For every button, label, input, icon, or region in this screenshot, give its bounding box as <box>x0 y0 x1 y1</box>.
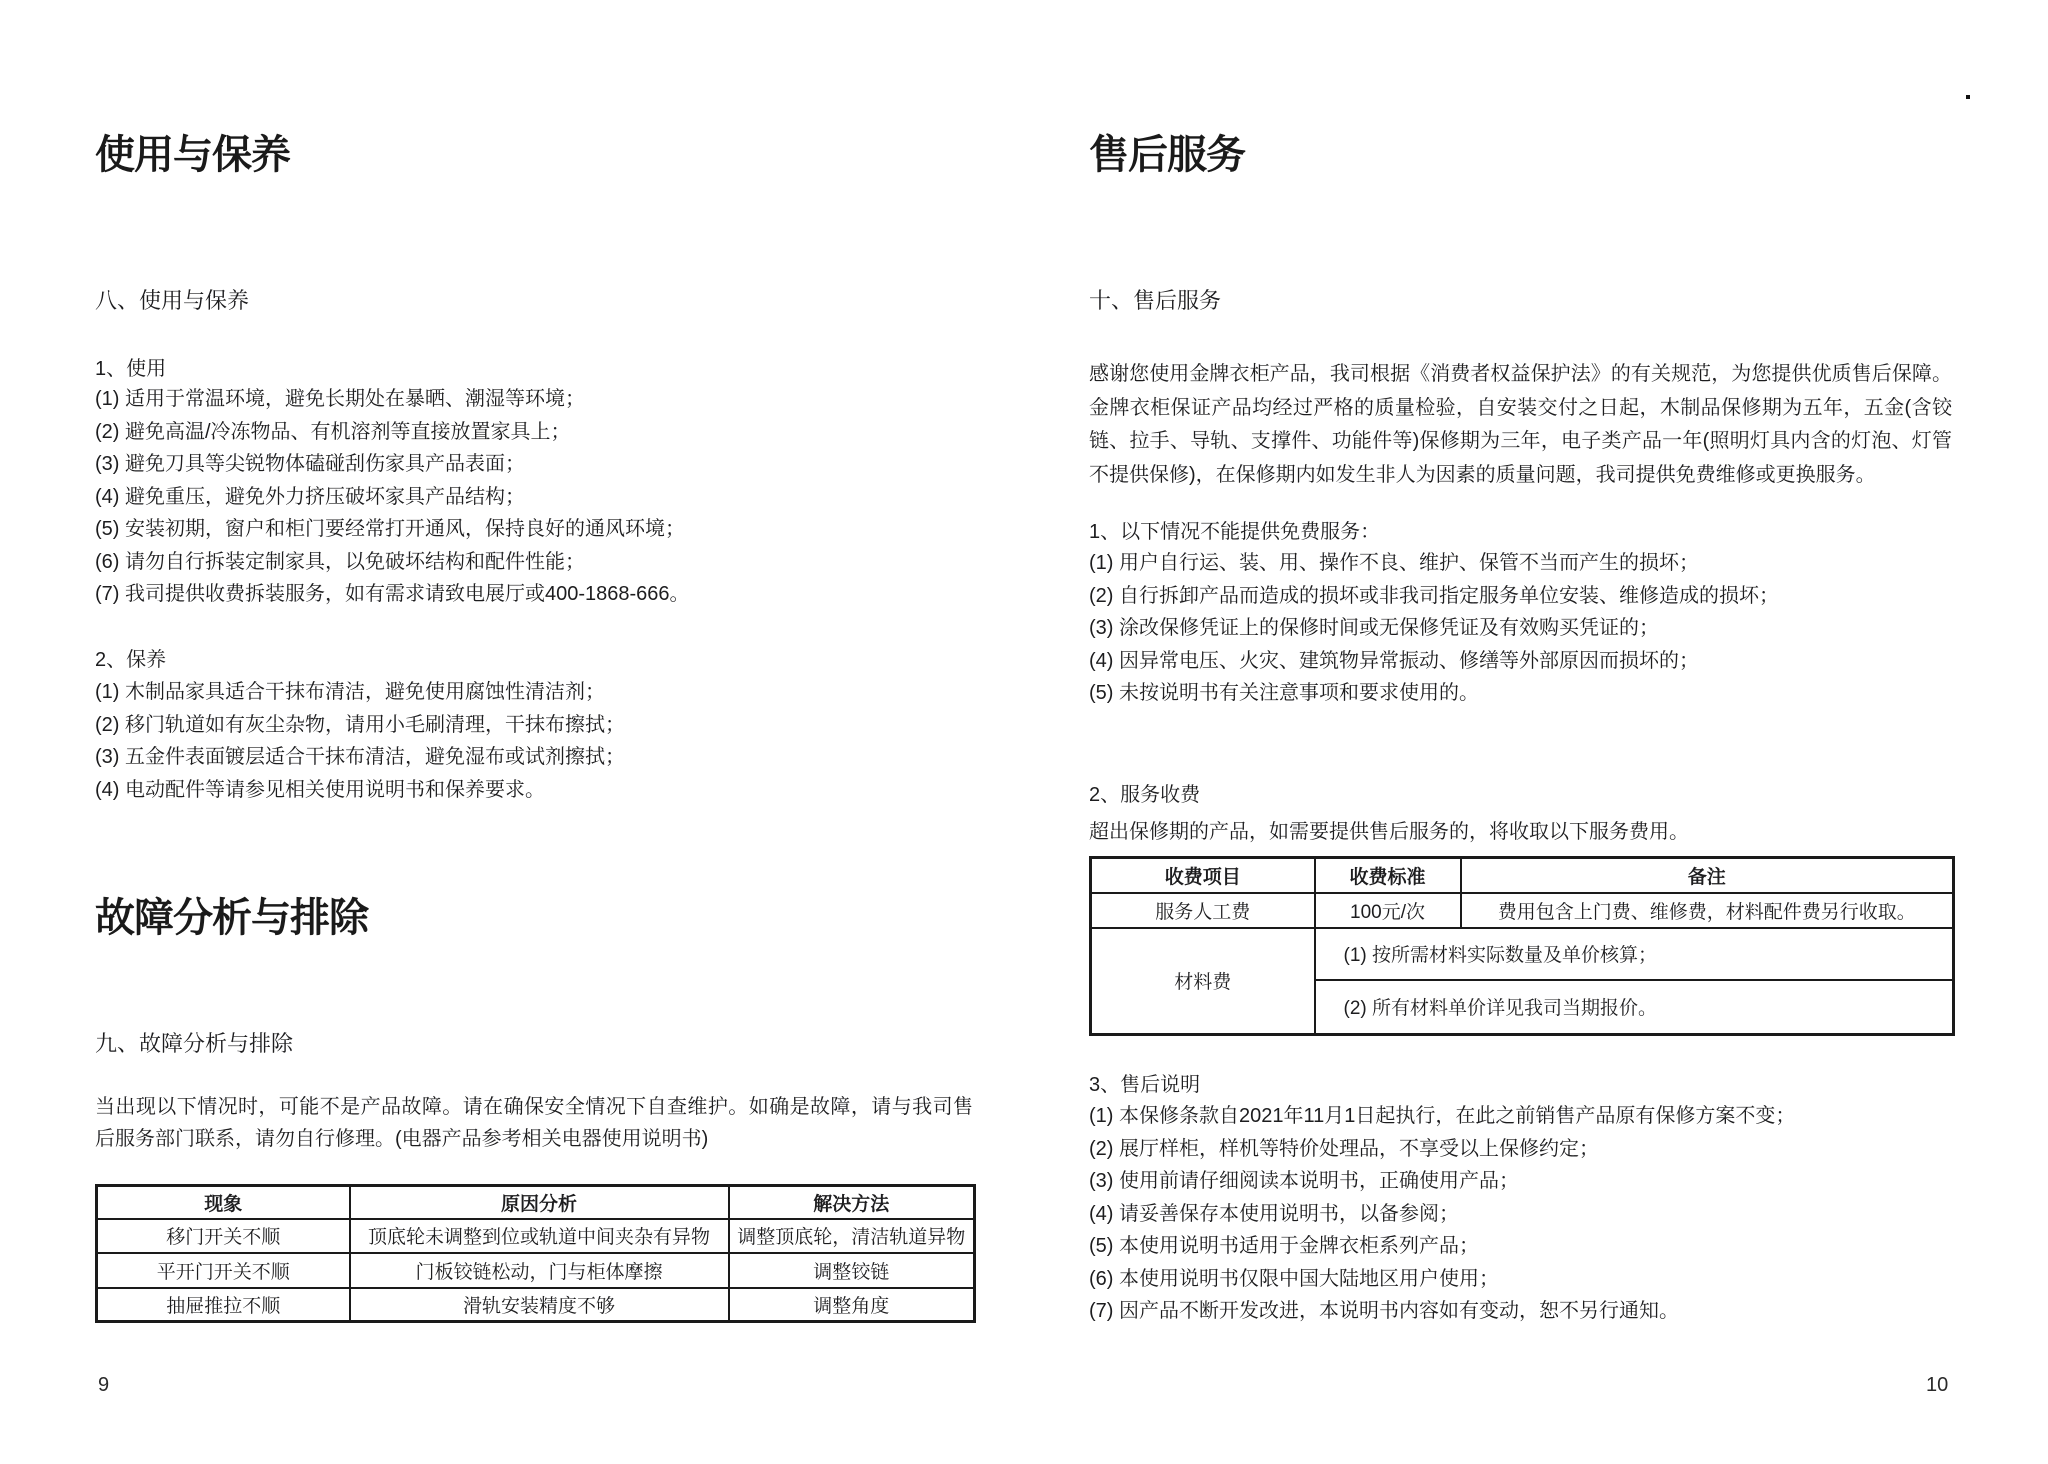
col-header: 原因分析 <box>350 1186 729 1219</box>
cell-cause: 滑轨安装精度不够 <box>350 1288 729 1322</box>
list-item: (4) 避免重压，避免外力挤压破坏家具产品结构； <box>95 485 525 508</box>
cell-solution: 调整顶底轮，清洁轨道异物 <box>729 1219 975 1253</box>
subtitle-use: 1、使用 <box>95 358 167 380</box>
cell-phenomenon: 移门开关不顺 <box>97 1219 350 1253</box>
list-item: (2) 自行拆卸产品而造成的损坏或非我司指定服务单位安装、维修造成的损坏； <box>1089 584 1779 607</box>
col-header: 解决方法 <box>729 1186 975 1219</box>
list-item: (1) 木制品家具适合干抹布清洁，避免使用腐蚀性清洁剂； <box>95 681 605 703</box>
list-item: (3) 五金件表面镀层适合干抹布清洁，避免湿布或试剂擦拭； <box>95 746 625 768</box>
list-item: (1) 本保修条款自2021年11月1日起执行，在此之前销售产品原有保修方案不变； <box>1089 1105 1796 1127</box>
care-item-list <box>95 676 625 806</box>
list-item: (3) 涂改保修凭证上的保修时间或无保修凭证及有效购买凭证的； <box>1089 617 1659 639</box>
list-item: (3) 避免刀具等尖锐物体磕碰刮伤家具产品表面； <box>95 453 525 475</box>
subtitle-service-fee: 2、服务收费 <box>1089 784 1201 806</box>
list-item: (4) 电动配件等请参见相关使用说明书和保养要求。 <box>95 778 545 801</box>
table-row <box>1091 893 1954 928</box>
cell-solution: 调整铰链 <box>729 1253 975 1288</box>
list-item: (3) 使用前请仔细阅读本说明书，正确使用产品； <box>1089 1170 1519 1192</box>
page-title-after-sales: 售后服务 <box>1089 133 1245 177</box>
list-item: (4) 因异常电压、火灾、建筑物异常振动、修缮等外部原因而损坏的； <box>1089 649 1699 672</box>
list-item: (1) 用户自行运、装、用、操作不良、维护、保管不当而产生的损坏； <box>1089 552 1699 574</box>
list-item: (1) 适用于常温环境，避免长期处在暴晒、潮湿等环境； <box>95 388 585 410</box>
table-row <box>97 1219 975 1253</box>
use-item-list <box>95 383 690 611</box>
cell-fee-rate: 100元/次 <box>1315 893 1461 928</box>
list-item: (6) 本使用说明书仅限中国大陆地区用户使用； <box>1089 1267 1499 1290</box>
list-item: (7) 因产品不断开发改进，本说明书内容如有变动，恕不另行通知。 <box>1089 1300 1679 1322</box>
fault-table-header-row <box>97 1186 975 1219</box>
print-registration-dot <box>1966 95 1970 99</box>
cell-solution: 调整角度 <box>729 1288 975 1322</box>
after-sales-intro-paragraph: 感谢您使用金牌衣柜产品，我司根据《消费者权益保护法》的有关规范，为您提供优质售后保障。金牌衣柜保证产品均经过严格的质量检验，自安装交付之日起，木制品保修期为五年，五金(含铰链、拉手、导轨、支撑件、功能件等)保修期为三年，电子类产品一年(照明灯具内含的灯泡、灯管不提供保修)，在保修期内如发生非人为因素的质量问题，我司提供免费维修或更换服务。 <box>1089 363 1952 486</box>
col-header: 收费标准 <box>1315 858 1461 893</box>
col-header: 备注 <box>1461 858 1954 893</box>
list-item: (2) 移门轨道如有灰尘杂物，请用小毛刷清理，干抹布擦拭； <box>95 713 625 736</box>
subtitle-care: 2、保养 <box>95 649 167 671</box>
fault-table <box>95 1184 976 1323</box>
page-title-fault: 故障分析与排除 <box>95 896 368 940</box>
fault-intro-paragraph: 当出现以下情况时，可能不是产品故障。请在确保安全情况下自查维护。如确是故障，请与我司售后服务部门联系，请勿自行修理。(电器产品参考相关电器使用说明书) <box>95 1096 973 1150</box>
section-heading-8: 八、使用与保养 <box>95 288 250 313</box>
cell-phenomenon: 平开门开关不顺 <box>97 1253 350 1288</box>
list-item: (5) 本使用说明书适用于金牌衣柜系列产品； <box>1089 1235 1479 1257</box>
list-item: (5) 安装初期，窗户和柜门要经常打开通风，保持良好的通风环境； <box>95 518 685 540</box>
page-title-use-care: 使用与保养 <box>95 133 290 177</box>
col-header: 收费项目 <box>1091 858 1315 893</box>
table-row <box>97 1253 975 1288</box>
cell-phenomenon: 抽屉推拉不顺 <box>97 1288 350 1322</box>
section-heading-9: 九、故障分析与排除 <box>95 1031 294 1056</box>
fee-table-header-row <box>1091 858 1954 893</box>
list-item: (5) 未按说明书有关注意事项和要求使用的。 <box>1089 682 1479 704</box>
section-heading-10: 十、售后服务 <box>1089 288 1222 313</box>
cell-cause: 门板铰链松动，门与柜体摩擦 <box>350 1253 729 1288</box>
cell-cause: 顶底轮未调整到位或轨道中间夹杂有异物 <box>350 1219 729 1253</box>
subtitle-free-service: 1、以下情况不能提供免费服务： <box>1089 521 1381 543</box>
cell-material-note: (2) 所有材料单价详见我司当期报价。 <box>1315 980 1954 1035</box>
page-number-left: 9 <box>98 1374 110 1396</box>
notes-list <box>1089 1100 1795 1328</box>
col-header: 现象 <box>97 1186 350 1219</box>
list-item: (4) 请妥善保存本使用说明书，以备参阅； <box>1089 1202 1459 1225</box>
cell-material-label: 材料费 <box>1091 928 1315 1035</box>
table-row <box>97 1288 975 1322</box>
table-row <box>1091 928 1954 980</box>
list-item: (7) 我司提供收费拆装服务，如有需求请致电展厅或400-1868-666。 <box>95 583 690 605</box>
list-item: (2) 展厅样柜，样机等特价处理品，不享受以上保修约定； <box>1089 1137 1599 1160</box>
subtitle-notes: 3、售后说明 <box>1089 1074 1201 1096</box>
free-service-list <box>1089 547 1779 710</box>
cell-material-note: (1) 按所需材料实际数量及单价核算； <box>1315 928 1954 980</box>
cell-fee-note: 费用包含上门费、维修费，材料配件费另行收取。 <box>1461 893 1954 928</box>
page-number-right: 10 <box>1926 1374 1949 1396</box>
fee-table <box>1089 856 1955 1036</box>
service-fee-description: 超出保修期的产品，如需要提供售后服务的，将收取以下服务费用。 <box>1089 821 1689 843</box>
list-item: (2) 避免高温/冷冻物品、有机溶剂等直接放置家具上； <box>95 420 571 443</box>
list-item: (6) 请勿自行拆装定制家具，以免破坏结构和配件性能； <box>95 550 585 573</box>
cell-fee-item: 服务人工费 <box>1091 893 1315 928</box>
